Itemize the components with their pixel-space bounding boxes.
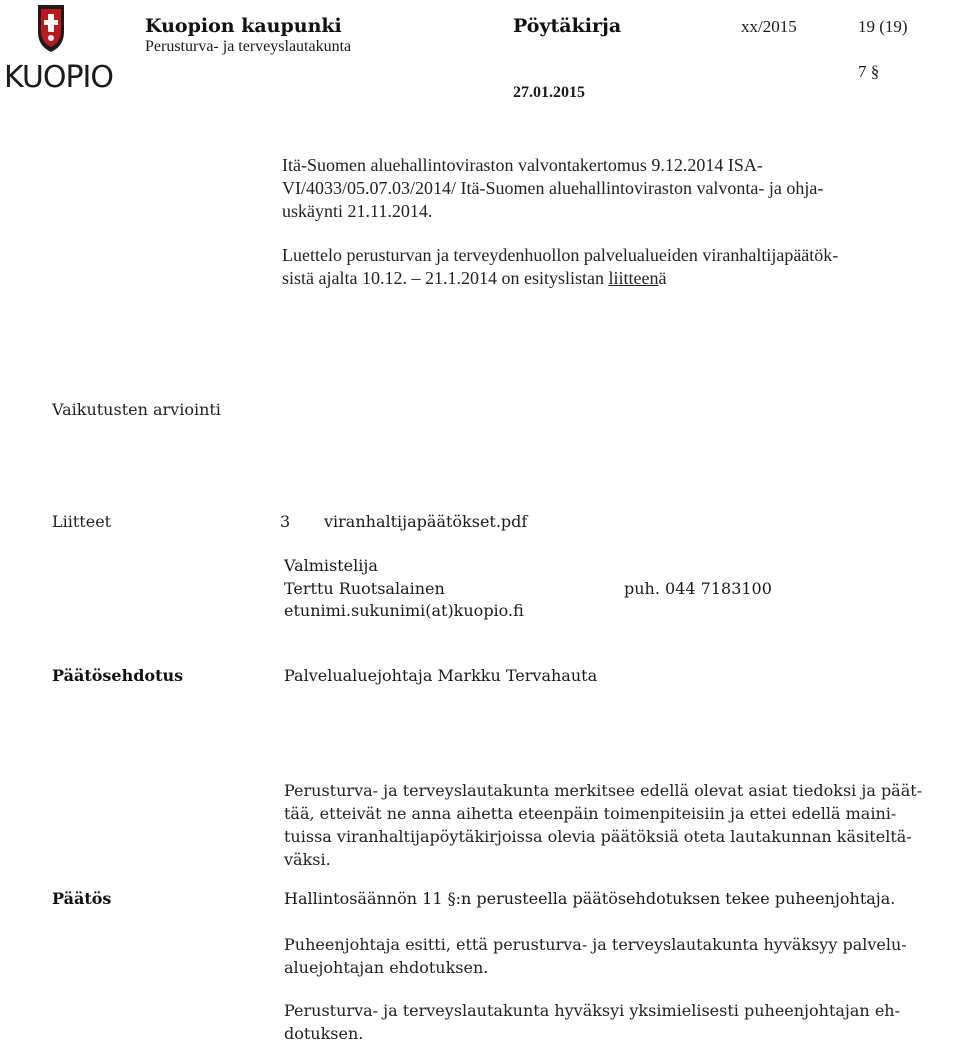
text-line: VI/4033/05.07.03/2014/ Itä-Suomen aluehallintoviraston valvonta- ja ohja- [282, 178, 824, 198]
text-line: Puheenjohtaja esitti, että perusturva- ja terveyslautakunta hyväksyy palvelu- [284, 935, 907, 954]
text-line: aluejohtajan ehdotuksen. [284, 958, 489, 977]
paragraph-decisions-list [282, 244, 942, 290]
attachment-number: 3 [280, 512, 291, 531]
kuopio-logo [4, 2, 113, 98]
attachment-link[interactable]: liitteen [608, 268, 659, 288]
text-line: uskäynti 21.11.2014. [282, 201, 433, 221]
attachments-label: Liitteet [52, 512, 112, 531]
preparer-name: Terttu Ruotsalainen [284, 579, 445, 598]
document-number: xx/2015 [741, 17, 797, 36]
text-line: tää, etteivät ne anna aihetta eteenpäin toimenpiteisiin ja ettei edellä maini- [284, 804, 897, 823]
decision-statement: Hallintosäännön 11 §:n perusteella päätösehdotuksen tekee puheenjohtaja. [284, 889, 896, 908]
document-type: Pöytäkirja [513, 15, 622, 37]
text-line: tuissa viranhaltijapöytäkirjoissa olevia päätöksiä oteta lautakunnan käsiteltä- [284, 827, 912, 846]
logo-wordmark: KUOPIO [4, 60, 113, 95]
text-line-start: sistä ajalta 10.12. – 21.1.2014 on esityslistan [282, 268, 609, 288]
decision-proposal-paragraph [284, 933, 954, 979]
impact-assessment-label: Vaikutusten arviointi [52, 400, 221, 419]
preparer-email: etunimi.sukunimi(at)kuopio.fi [284, 601, 524, 620]
section-number: 7 § [858, 62, 880, 81]
text-line: Perusturva- ja terveyslautakunta hyväksyi yksimielisesti puheenjohtajan eh- [284, 1001, 900, 1020]
board-name: Perusturva- ja terveyslautakunta [145, 38, 352, 55]
text-line: Perusturva- ja terveyslautakunta merkitsee edellä olevat asiat tiedoksi ja päät- [284, 781, 923, 800]
paragraph-inspection-report [282, 154, 942, 223]
proposal-author: Palvelualuejohtaja Markku Tervahauta [284, 666, 598, 685]
text-line-end: ä [658, 268, 667, 288]
text-line: Luettelo perusturvan ja terveydenhuollon palvelualueiden viranhaltijapäätök- [282, 245, 839, 265]
decision-result-paragraph [284, 999, 954, 1045]
meeting-date: 27.01.2015 [513, 84, 585, 101]
text-line [282, 267, 942, 290]
text-line: dotuksen. [284, 1024, 364, 1043]
preparer-title: Valmistelija [284, 556, 378, 575]
decision-label: Päätös [52, 889, 112, 908]
proposal-text [284, 779, 954, 871]
organization-name: Kuopion kaupunki [145, 15, 342, 37]
proposal-label: Päätösehdotus [52, 666, 184, 685]
attachment-file[interactable]: viranhaltijapäätökset.pdf [324, 512, 528, 531]
preparer-phone: puh. 044 7183100 [624, 579, 772, 598]
text-line: Itä-Suomen aluehallintoviraston valvontakertomus 9.12.2014 ISA- [282, 155, 763, 175]
page-info: 19 (19) [858, 17, 908, 36]
text-line: väksi. [284, 850, 331, 869]
